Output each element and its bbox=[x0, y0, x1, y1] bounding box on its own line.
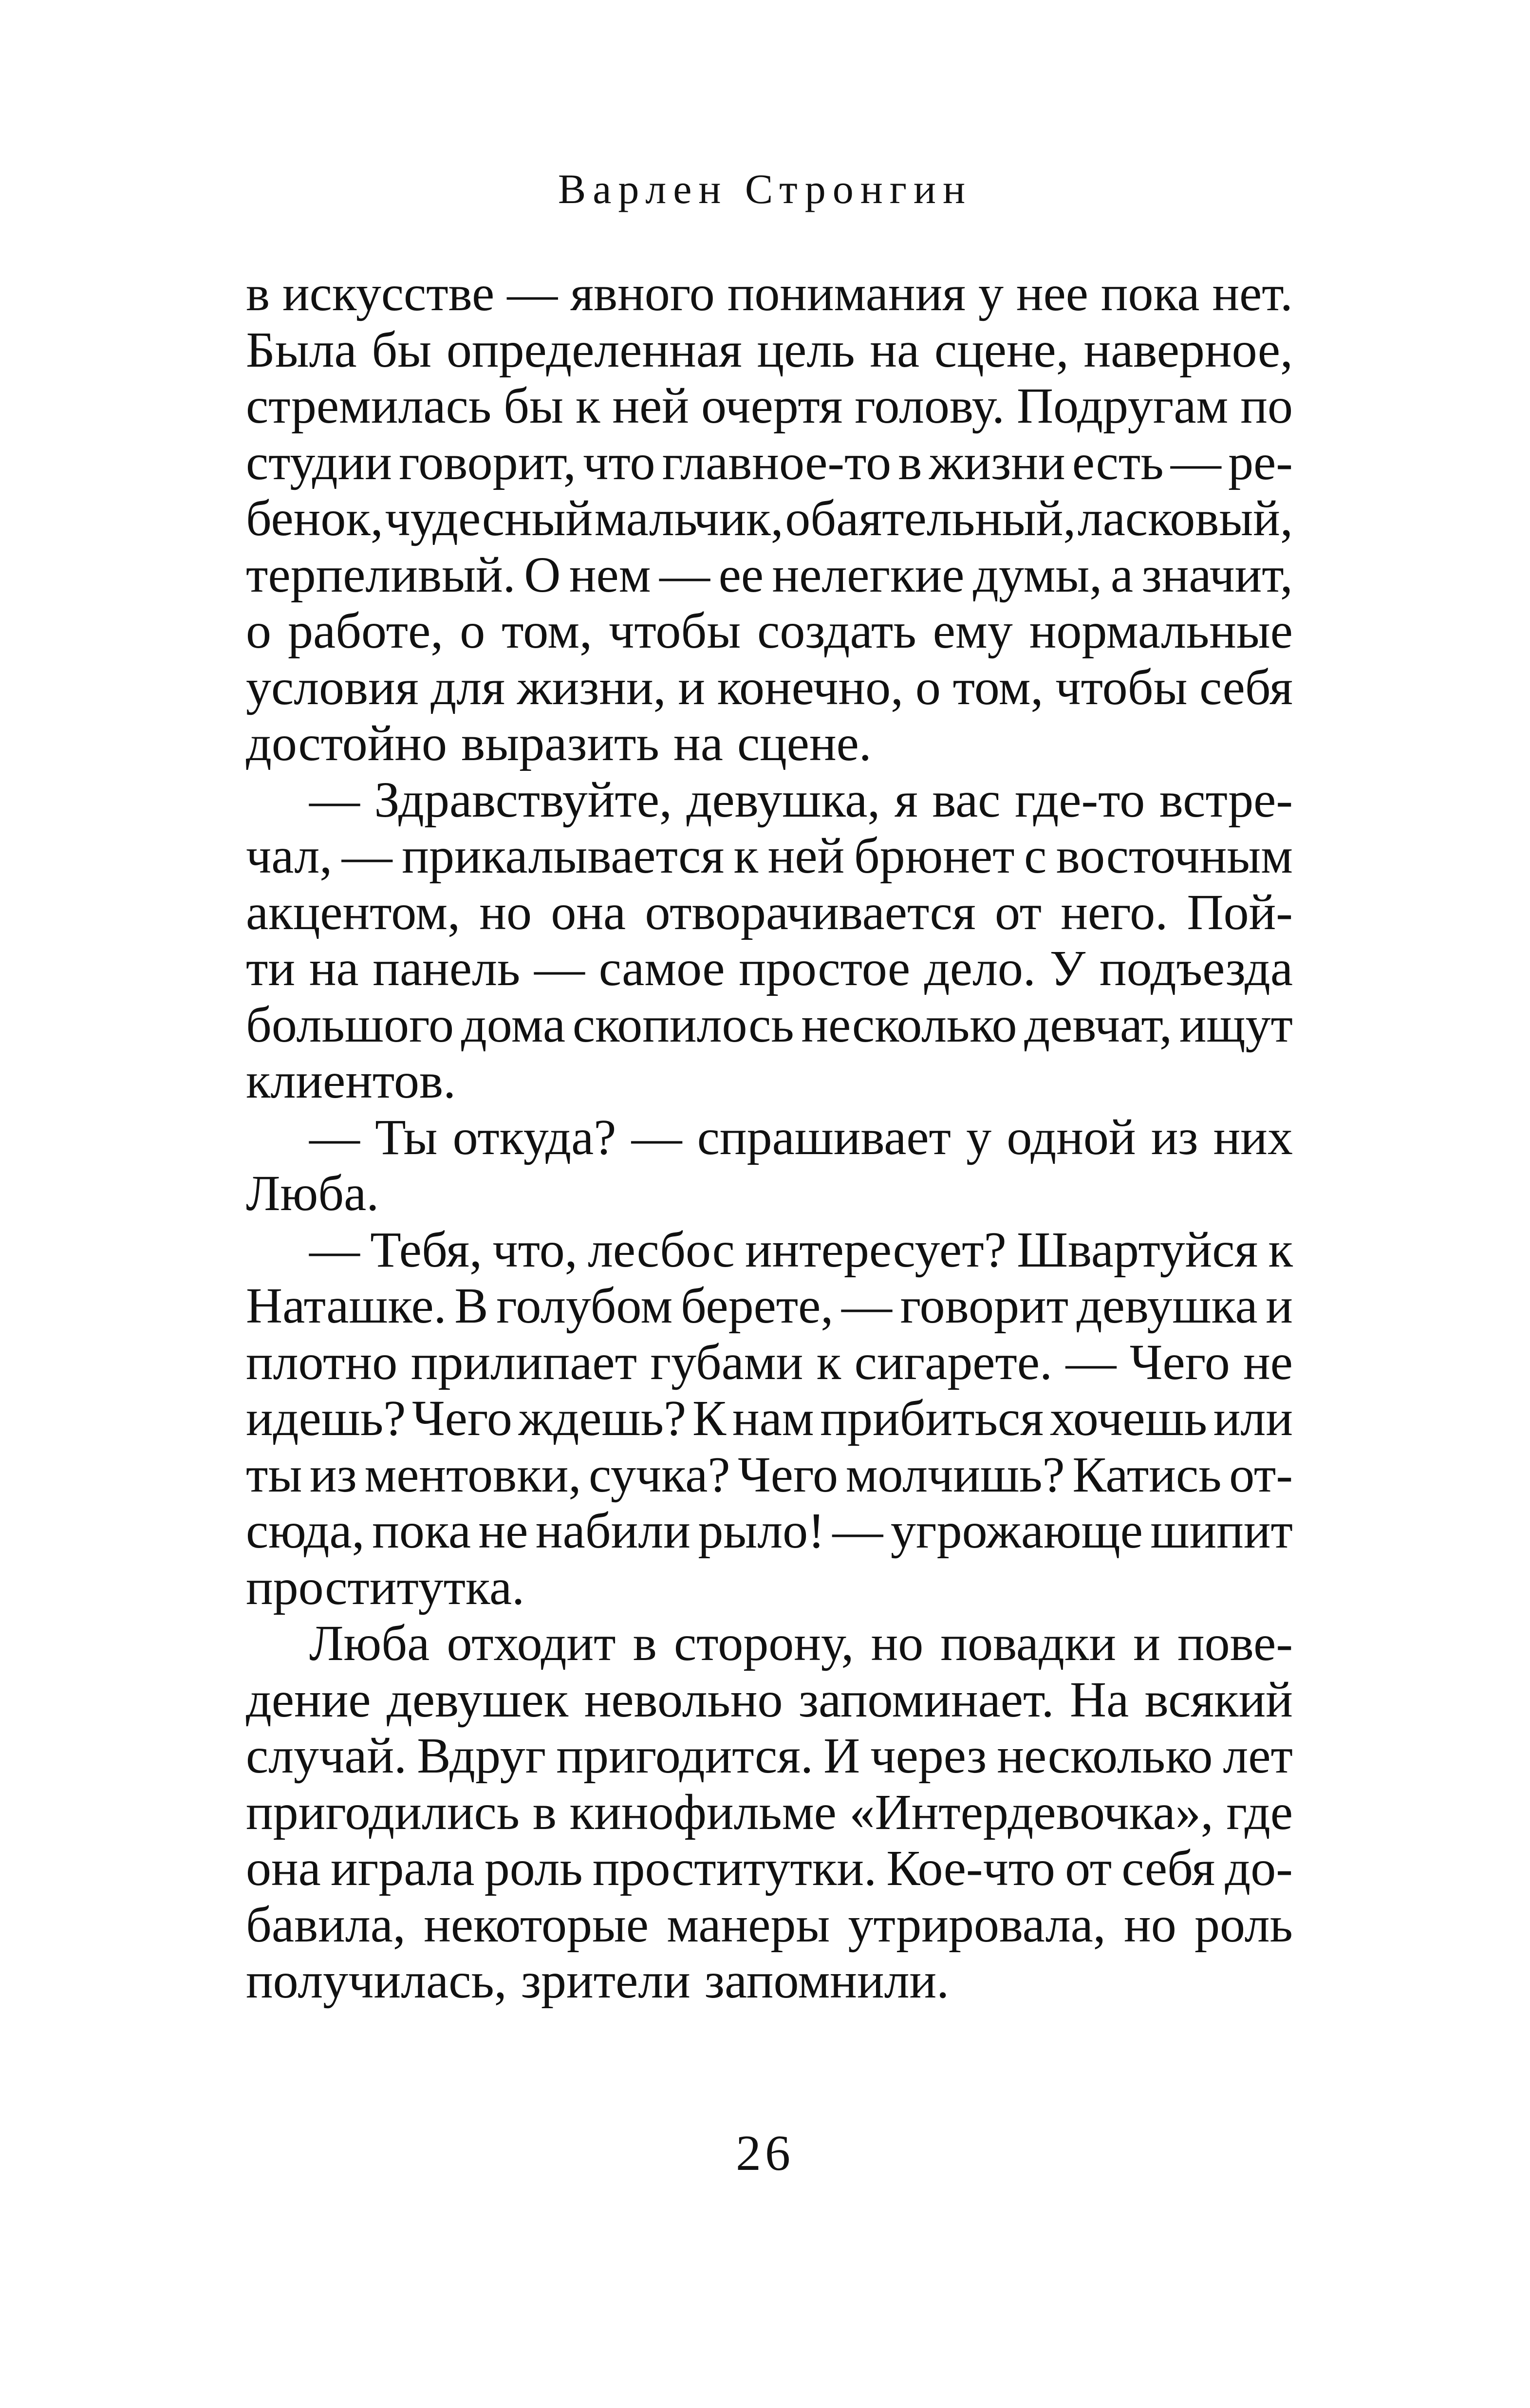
word: Вдруг bbox=[417, 1728, 546, 1784]
word: — bbox=[1170, 434, 1221, 490]
word: ее bbox=[718, 546, 764, 603]
word: бенок, bbox=[246, 490, 383, 546]
word: есть bbox=[1072, 434, 1164, 490]
text-line bbox=[246, 434, 1293, 491]
text-line bbox=[246, 1615, 1293, 1672]
text-line bbox=[246, 1672, 1293, 1728]
word: но bbox=[1124, 1896, 1176, 1953]
word: Люба. bbox=[246, 1165, 379, 1221]
word: дело. bbox=[924, 940, 1036, 996]
word: ему bbox=[933, 603, 1013, 659]
word: искусстве bbox=[282, 265, 495, 321]
word: чтобы bbox=[609, 603, 741, 659]
word: ищут bbox=[1179, 996, 1293, 1053]
word: до- bbox=[1225, 1840, 1293, 1896]
word: роль bbox=[484, 1840, 583, 1896]
word: лет bbox=[1223, 1728, 1293, 1784]
word: ре- bbox=[1228, 434, 1293, 490]
word: Чего bbox=[738, 1446, 839, 1503]
word: проститутка. bbox=[246, 1559, 525, 1615]
word: и bbox=[1133, 1615, 1160, 1671]
word: случай. bbox=[246, 1728, 407, 1784]
word: — bbox=[1065, 1334, 1117, 1390]
word: спрашивает bbox=[697, 1109, 951, 1165]
word: повадки bbox=[940, 1615, 1117, 1671]
word: том, bbox=[952, 659, 1044, 715]
word: мальчик, bbox=[594, 490, 784, 546]
word: говорит bbox=[900, 1278, 1069, 1334]
word: — bbox=[659, 546, 710, 603]
word: дение bbox=[246, 1671, 371, 1728]
word: главное-то bbox=[662, 434, 892, 490]
text-line bbox=[246, 715, 1293, 772]
word: бы bbox=[372, 321, 432, 378]
word: у bbox=[966, 1109, 992, 1165]
text-line bbox=[246, 1840, 1293, 1897]
word: зрители bbox=[521, 1953, 690, 2009]
word: прибиться bbox=[820, 1390, 1044, 1446]
word: о bbox=[460, 603, 485, 659]
word: них bbox=[1213, 1109, 1293, 1165]
word: я bbox=[894, 771, 918, 828]
word: себя bbox=[1199, 659, 1293, 715]
word: на bbox=[870, 321, 920, 378]
word: пригодится. bbox=[556, 1728, 813, 1784]
word: В bbox=[454, 1278, 488, 1334]
word: восточным bbox=[1056, 828, 1293, 884]
text-line bbox=[246, 828, 1293, 884]
word: губами bbox=[650, 1334, 803, 1390]
word: простое bbox=[739, 940, 911, 996]
word: о bbox=[915, 659, 941, 715]
word: очертя bbox=[701, 378, 843, 434]
word: определенная bbox=[446, 321, 742, 378]
word: несколько bbox=[801, 996, 1017, 1053]
word: конечно, bbox=[717, 659, 904, 715]
word: хочешь bbox=[1049, 1390, 1208, 1446]
word: от bbox=[994, 884, 1042, 940]
body-text bbox=[246, 265, 1293, 2009]
word: запомнили. bbox=[704, 1953, 950, 2009]
word: манеры bbox=[667, 1896, 830, 1953]
word: ти bbox=[246, 940, 296, 996]
word: в bbox=[532, 1784, 557, 1840]
word: нелегкие bbox=[772, 546, 965, 603]
word: в bbox=[633, 1615, 657, 1671]
word: прикалывается bbox=[402, 828, 725, 884]
word: или bbox=[1213, 1390, 1293, 1446]
text-line bbox=[246, 884, 1293, 941]
word: скопилось bbox=[572, 996, 794, 1053]
word: некоторые bbox=[424, 1896, 649, 1953]
text-line bbox=[246, 1390, 1293, 1447]
word: том, bbox=[502, 603, 593, 659]
word: и bbox=[678, 659, 706, 715]
word: через bbox=[870, 1728, 987, 1784]
word: «Интердевочка», bbox=[849, 1784, 1213, 1840]
word: жизни, bbox=[517, 659, 666, 715]
word: пока bbox=[372, 1503, 471, 1559]
word: сучка? bbox=[589, 1446, 730, 1503]
word: по bbox=[1240, 378, 1293, 434]
word: — bbox=[841, 1278, 892, 1334]
word: условия bbox=[246, 659, 419, 715]
word: Чего bbox=[412, 1390, 512, 1446]
word: Тебя, bbox=[370, 1221, 483, 1278]
word: самое bbox=[598, 940, 725, 996]
text-line bbox=[246, 659, 1293, 716]
word: Наташке. bbox=[246, 1278, 447, 1334]
word: нее bbox=[1016, 265, 1088, 321]
word: вас bbox=[932, 771, 1001, 828]
word: на bbox=[309, 940, 359, 996]
word: берете, bbox=[680, 1278, 834, 1334]
word: но bbox=[479, 884, 532, 940]
word: нем bbox=[569, 546, 651, 603]
word: понимания bbox=[727, 265, 966, 321]
text-line bbox=[246, 1222, 1293, 1278]
word: чудесный bbox=[385, 490, 593, 546]
word: сюда, bbox=[246, 1503, 365, 1559]
text-line bbox=[246, 490, 1293, 547]
word: молчишь? bbox=[845, 1446, 1065, 1503]
word: играла bbox=[331, 1840, 475, 1896]
word: она bbox=[551, 884, 626, 940]
word: значит, bbox=[1141, 546, 1293, 603]
text-line bbox=[246, 772, 1293, 828]
word: чал, bbox=[246, 828, 333, 884]
word: — bbox=[534, 940, 585, 996]
word: кинофильме bbox=[569, 1784, 837, 1840]
word: подъезда bbox=[1099, 940, 1293, 996]
word: явного bbox=[570, 265, 715, 321]
text-line bbox=[246, 265, 1293, 322]
word: девушка, bbox=[686, 771, 880, 828]
word: к bbox=[575, 378, 600, 434]
text-line bbox=[246, 1165, 1293, 1222]
word: пока bbox=[1101, 265, 1200, 321]
word: угрожающе bbox=[890, 1503, 1143, 1559]
word: достойно bbox=[246, 715, 448, 771]
word: сторону, bbox=[673, 1615, 854, 1671]
word: Здравствуйте, bbox=[374, 771, 672, 828]
word: Ты bbox=[375, 1109, 438, 1165]
word: — bbox=[309, 771, 360, 828]
word: студии bbox=[246, 434, 392, 490]
word: о bbox=[246, 603, 271, 659]
word: к bbox=[816, 1334, 841, 1390]
word: создать bbox=[757, 603, 916, 659]
word: проститутки. bbox=[592, 1840, 877, 1896]
word: сцене. bbox=[737, 715, 872, 771]
page-number: 26 bbox=[736, 2125, 794, 2181]
word: идешь? bbox=[246, 1390, 406, 1446]
word: но bbox=[871, 1615, 924, 1671]
word: Была bbox=[246, 321, 357, 378]
text-line bbox=[246, 1109, 1293, 1166]
word: ментовки, bbox=[364, 1446, 581, 1503]
word: одной bbox=[1007, 1109, 1136, 1165]
word: в bbox=[246, 265, 270, 321]
word: шипит bbox=[1150, 1503, 1293, 1559]
word: не bbox=[1243, 1334, 1293, 1390]
word: себя bbox=[1121, 1840, 1215, 1896]
text-line bbox=[246, 603, 1293, 659]
word: сигарете. bbox=[854, 1334, 1053, 1390]
word: где bbox=[1226, 1784, 1293, 1840]
word: На bbox=[1069, 1671, 1129, 1728]
word: думы, bbox=[973, 546, 1102, 603]
word: — bbox=[631, 1109, 682, 1165]
word: жизни bbox=[929, 434, 1065, 490]
running-head-author: Варлен Стронгин bbox=[558, 166, 972, 212]
word: нет. bbox=[1212, 265, 1293, 321]
word: Катись bbox=[1072, 1446, 1222, 1503]
word: невольно bbox=[584, 1671, 783, 1728]
text-line bbox=[246, 1897, 1293, 1953]
word: на bbox=[673, 715, 723, 771]
word: наверное, bbox=[1083, 321, 1293, 378]
word: О bbox=[524, 546, 561, 603]
word: что, bbox=[492, 1221, 578, 1278]
word: пригодились bbox=[246, 1784, 520, 1840]
word: из bbox=[310, 1446, 357, 1503]
text-line bbox=[246, 1728, 1293, 1784]
word: — bbox=[309, 1221, 360, 1278]
text-line bbox=[246, 1559, 1293, 1616]
word: в bbox=[898, 434, 922, 490]
text-line bbox=[246, 1053, 1293, 1109]
word: обаятельный, bbox=[785, 490, 1076, 546]
text-line bbox=[246, 1503, 1293, 1559]
word: терпеливый. bbox=[246, 546, 516, 603]
word: из bbox=[1151, 1109, 1198, 1165]
word: стремилась bbox=[246, 378, 492, 434]
word: ждешь? bbox=[518, 1390, 687, 1446]
text-line bbox=[246, 1784, 1293, 1841]
word: где-то bbox=[1014, 771, 1145, 828]
text-line bbox=[246, 1334, 1293, 1391]
word: бы bbox=[504, 378, 563, 434]
word: у bbox=[978, 265, 1004, 321]
word: — bbox=[309, 1109, 360, 1165]
word: Люба bbox=[309, 1615, 430, 1671]
word: что bbox=[583, 434, 655, 490]
word: К bbox=[692, 1390, 727, 1446]
word: и bbox=[1266, 1278, 1293, 1334]
word: клиентов. bbox=[246, 1053, 456, 1109]
word: от- bbox=[1229, 1446, 1293, 1503]
text-line bbox=[246, 1953, 1293, 2009]
word: Кое-что bbox=[886, 1840, 1055, 1896]
word: девчат, bbox=[1024, 996, 1172, 1053]
word: она bbox=[246, 1840, 321, 1896]
text-line bbox=[246, 1278, 1293, 1334]
word: ты bbox=[246, 1446, 302, 1503]
word: откуда? bbox=[452, 1109, 616, 1165]
text-line bbox=[246, 322, 1293, 378]
text-line bbox=[246, 940, 1293, 997]
word: цель bbox=[757, 321, 855, 378]
word: ласковый, bbox=[1077, 490, 1293, 546]
word: рыло! bbox=[698, 1503, 825, 1559]
word: акцентом, bbox=[246, 884, 461, 940]
word: нам bbox=[732, 1390, 814, 1446]
word: встре- bbox=[1159, 771, 1293, 828]
word: роль bbox=[1194, 1896, 1293, 1953]
word: работе, bbox=[287, 603, 444, 659]
word: отворачивается bbox=[645, 884, 976, 940]
word: брюнет bbox=[854, 828, 1015, 884]
word: дома bbox=[461, 996, 566, 1053]
word: У bbox=[1049, 940, 1086, 996]
word: Чего bbox=[1129, 1334, 1230, 1390]
word: Пой- bbox=[1187, 884, 1293, 940]
word: плотно bbox=[246, 1334, 398, 1390]
word: прилипает bbox=[410, 1334, 637, 1390]
word: ней bbox=[612, 378, 689, 434]
text-line bbox=[246, 378, 1293, 434]
word: девушек bbox=[386, 1671, 569, 1728]
word: девушка bbox=[1076, 1278, 1258, 1334]
word: говорит, bbox=[399, 434, 576, 490]
word: — bbox=[832, 1503, 883, 1559]
text-line bbox=[246, 547, 1293, 603]
word: получилась, bbox=[246, 1953, 507, 2009]
word: всякий bbox=[1144, 1671, 1293, 1728]
word: нормальные bbox=[1029, 603, 1293, 659]
word: Швартуйся bbox=[1017, 1221, 1258, 1278]
word: панель bbox=[373, 940, 521, 996]
word: чтобы bbox=[1055, 659, 1188, 715]
word: — bbox=[507, 265, 558, 321]
word: к bbox=[1268, 1221, 1293, 1278]
word: голубом bbox=[496, 1278, 673, 1334]
word: с bbox=[1024, 828, 1047, 884]
word: лесбос bbox=[587, 1221, 735, 1278]
word: пове- bbox=[1177, 1615, 1293, 1671]
word: большого bbox=[246, 996, 454, 1053]
word: него. bbox=[1061, 884, 1168, 940]
word: ней bbox=[767, 828, 845, 884]
word: И bbox=[823, 1728, 860, 1784]
word: сцене, bbox=[934, 321, 1069, 378]
word: от bbox=[1065, 1840, 1112, 1896]
word: голову. bbox=[855, 378, 1005, 434]
text-line bbox=[246, 997, 1293, 1053]
word: для bbox=[430, 659, 505, 715]
word: — bbox=[341, 828, 392, 884]
word: набили bbox=[535, 1503, 690, 1559]
word: не bbox=[478, 1503, 528, 1559]
word: запоминает. bbox=[798, 1671, 1054, 1728]
word: бавила, bbox=[246, 1896, 406, 1953]
word: выразить bbox=[461, 715, 659, 771]
word: интересует? bbox=[745, 1221, 1007, 1278]
word: а bbox=[1110, 546, 1134, 603]
word: Подругам bbox=[1017, 378, 1229, 434]
text-line bbox=[246, 1447, 1293, 1503]
word: к bbox=[733, 828, 759, 884]
word: утрировала, bbox=[848, 1896, 1106, 1953]
word: отходит bbox=[447, 1615, 616, 1671]
word: несколько bbox=[997, 1728, 1213, 1784]
